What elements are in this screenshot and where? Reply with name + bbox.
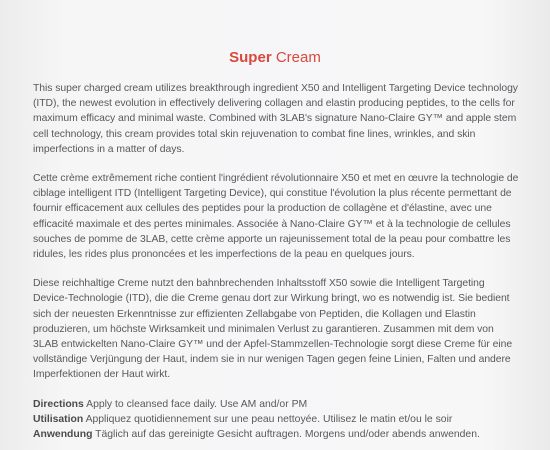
directions-label: Utilisation (33, 413, 84, 425)
directions-row-french (33, 412, 520, 427)
directions-row-german (33, 427, 520, 442)
directions-text: Täglich auf das gereinigte Gesicht auftragen. Morgens und/oder abends anwenden. (95, 429, 480, 441)
directions-row-english (33, 397, 520, 412)
directions-text: Apply to cleansed face daily. Use AM and/or PM (86, 398, 308, 410)
description-body (33, 81, 520, 442)
product-title-rest: Cream (275, 49, 321, 66)
directions-label: Anwendung (33, 429, 93, 441)
directions-text: Appliquez quotidiennement sur une peau nettoyée. Utilisez le matin et/ou le soir (85, 413, 453, 425)
description-english: This super charged cream utilizes breakthrough ingredient X50 and Intelligent Targeting Device technology (ITD), the newest evolution in effectively delivering collagen and elastin producing peptides, to the cells for maximum efficacy and minimal waste. Combined with 3LAB's signature Nano-Claire GY™ and apple stem cell technology, this cream provides total skin rejuvenation to combat fine lines, wrinkles, and skin imperfections in a matter of days. (33, 83, 518, 155)
description-german: Diese reichhaltige Creme nutzt den bahnbrechenden Inhaltsstoff X50 sowie die Intelligent Targeting Device-Technologie (ITD), die die Creme genau dort zur Wirkung bringt, wo es notwendig ist. Sie bedient sich der neuesten Erkenntnisse zur effizienten Zellabgabe von Peptiden, die Kollagen und Elastin produzieren, um höchste Wirksamkeit und minimalen Verlust zu garantieren. Zusammen mit dem von 3LAB entwickelten Nano-Claire GY™ und der Apfel-Stammzellen-Technologie sorgt diese Creme für eine vollständige Verjüngung der Haut, indem sie in nur wenigen Tagen gegen feine Linien, Falten und andere Imperfektionen der Haut wirkt. (33, 278, 513, 381)
product-title (0, 49, 550, 67)
directions-label: Directions (33, 398, 84, 410)
directions-block (33, 397, 520, 443)
product-title-strong: Super (229, 49, 272, 66)
description-french: Cette crème extrêmement riche contient l'ingrédient révolutionnaire X50 et met en œuvre la technologie de ciblage intelligent ITD (Intelligent Targeting Device), qui constitue l'évolution la plus récente permettant de fournir efficacement aux cellules des peptides pour la production de collagène et d'élastine, avec une efficacité maximale et des pertes minimales. Associée à Nano-Claire GY™ et à la technologie de cellules souches de pomme de 3LAB, cette crème apporte un rajeunissement total de la peau pour combattre les ridules, les rides plus prononcées et les imperfections de la peau en quelques jours. (33, 173, 519, 261)
